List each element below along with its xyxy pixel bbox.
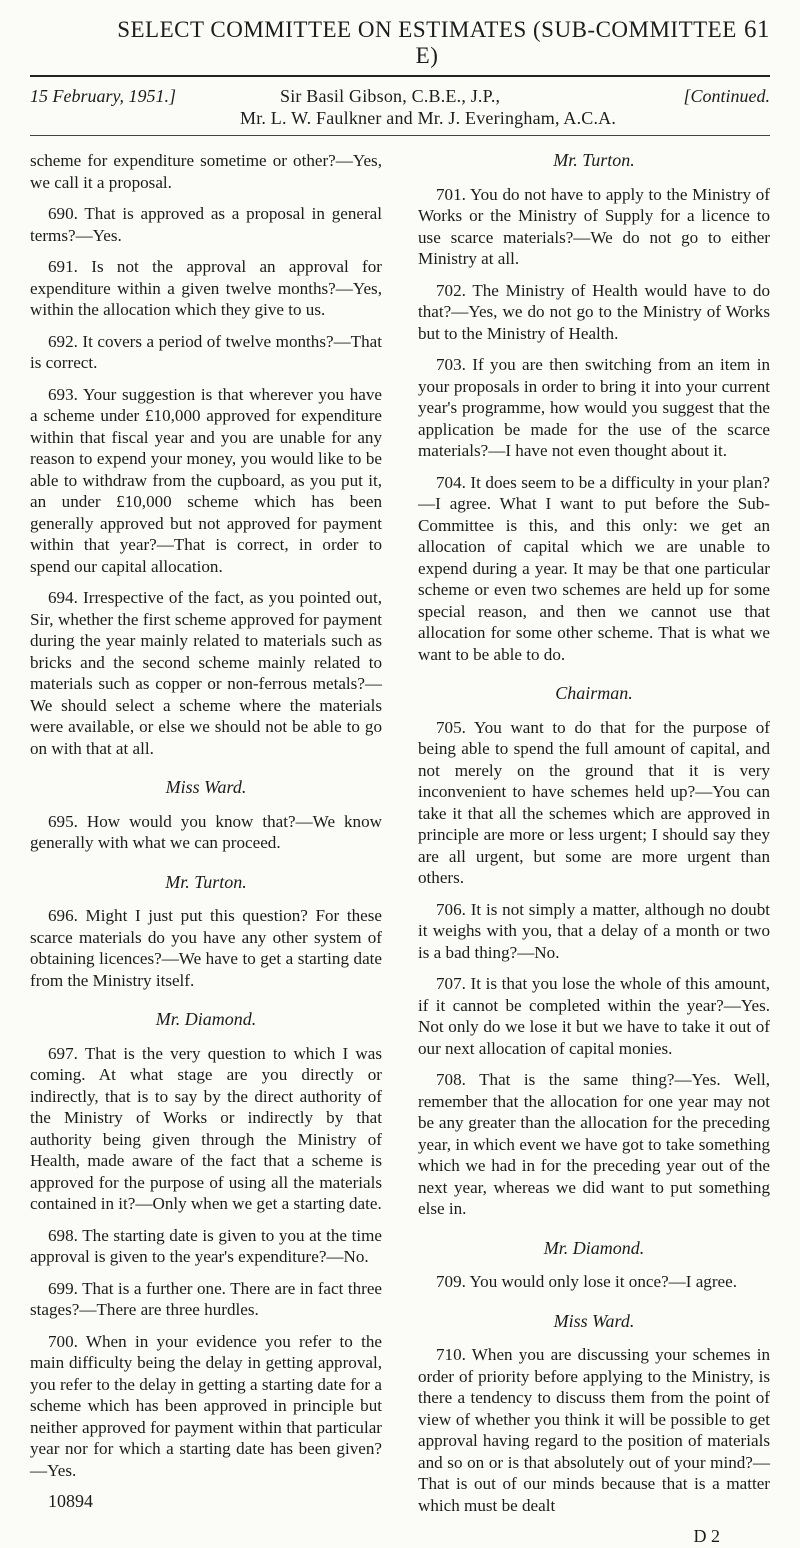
witness-line-1: Sir Basil Gibson, C.B.E., J.P., (280, 86, 501, 106)
speaker-heading: Mr. Diamond. (543, 1237, 645, 1258)
question-695: 695. How would you know that?—We know generally with what we can proceed. (30, 811, 382, 852)
speaker-heading: Miss Ward. (553, 1310, 635, 1331)
question-700: 700. When in your evidence you refer to the main difficulty being the delay in getting approval, you refer to the delay in getting a starting date for a scheme which has been approved in principle but neither approved for payment within that particular year nor for which a starting date has been given?—Yes. (30, 1331, 382, 1480)
speaker-heading: Miss Ward. (165, 777, 247, 797)
right-column (418, 150, 770, 1548)
question-699: 699. That is a further one. There are in fact three stages?—There are three hurdles. (30, 1278, 382, 1319)
question-697: 697. That is the very question to which I was coming. At what stage are you directly or indirectly, that is to say by the direct authority of the Ministry of Works or indirectly by that authority being given through the Ministry of Health, made aware of the fact that a scheme is approved for the purpose of using all the materials contained in it?—Only when we get a starting date. (30, 1043, 382, 1213)
question-702: 702. The Ministry of Health would have to do that?—Yes, we do not go to the Ministry of Works but to the Ministry of Health. (418, 280, 770, 343)
paragraph-continuation: scheme for expenditure sometime or other?—Yes, we call it a proposal. (30, 151, 382, 192)
question-703: 703. If you are then switching from an item in your proposals in order to bring it into your current year's programme, how would you suggest that the application be made for the use of the scarce materials?—I have not even thought about it. (418, 355, 770, 460)
left-column (30, 150, 382, 1548)
question-701: 701. You do not have to apply to the Ministry of Works or the Ministry of Supply for a licence to use scarce materials?—We do not go to either Ministry at all. (418, 184, 770, 268)
question-694: 694. Irrespective of the fact, as you pointed out, Sir, whether the first scheme approved for payment during the year mainly related to materials such as bricks and the second scheme mainly related to materials such as copper or non-ferrous metals?—We should select a scheme where the materials were available, or else we should not be able to go on with that at all. (30, 588, 382, 758)
witness-header (30, 85, 770, 129)
question-704: 704. It does seem to be a difficulty in your plan?—I agree. What I want to put before the Sub-Committee is this, and this only: we get an allocation of capital which we are unable to expend during a year. It may be that one particular scheme or even two schemes are held up for some special reason, and then we cannot use that allocation for some other scheme. That is what we want to be able to do. (418, 472, 770, 664)
question-706: 706. It is not simply a matter, although no doubt it weighs with you, that a delay of a month or two is a bad thing?—No. (418, 899, 770, 962)
question-691: 691. Is not the approval an approval for expenditure within a given twelve months?—Yes, within the allocation which they give to us. (30, 257, 382, 319)
meta-rule (30, 135, 770, 136)
committee-title: SELECT COMMITTEE ON ESTIMATES (SUB-COMMITTEE E) (117, 17, 737, 68)
printer-code: 10894 (48, 1491, 93, 1511)
witness-line-2: Mr. L. W. Faulkner and Mr. J. Everingham, A.C.A. (240, 108, 617, 128)
witness-names (240, 85, 650, 129)
page-number: 61 (744, 16, 770, 43)
question-708: 708. That is the same thing?—Yes. Well, remember that the allocation for one year may not be any greater than the allocation for the preceding year, in which event we have got to take something which we had in for the preceding year out of the next year, whereas we did want to put something else in. (418, 1070, 770, 1218)
speaker-heading: Mr. Diamond. (155, 1009, 257, 1029)
signature-mark: D 2 (693, 1526, 720, 1546)
question-710: 710. When you are discussing your schemes in order of priority before applying to the Ministry, is there a tendency to discuss them from the point of view of whether you think it will be possible to get approval having regard to the position of materials and so on or is that absolutely out of your mind?—That is out of our minds because that is a matter which must be dealt (418, 1345, 770, 1515)
header-rule (30, 75, 770, 77)
question-698: 698. The starting date is given to you at the time approval is given to the year's expenditure?—No. (30, 1225, 382, 1266)
question-709: 709. You would only lose it once?—I agree. (436, 1272, 737, 1291)
running-head (30, 16, 770, 69)
question-707: 707. It is that you lose the whole of this amount, if it cannot be completed within the year?—Yes. Not only do we lose it but we have to take it out of our next allocation of capital monies. (418, 974, 770, 1058)
speaker-heading: Mr. Turton. (553, 150, 635, 170)
question-693: 693. Your suggestion is that wherever you have a scheme under £10,000 approved for expenditure within that fiscal year and you are unable for any reason to expend your money, you would like to be able to withdraw from the cupboard, as you put it, an under £10,000 scheme which has been generally approved but not approved for payment within that year?—That is correct, in order to spend our capital allocation. (30, 384, 382, 576)
question-690: 690. That is approved as a proposal in general terms?—Yes. (30, 204, 382, 245)
speaker-heading: Mr. Turton. (165, 871, 247, 892)
speaker-heading: Chairman. (555, 683, 633, 703)
question-696: 696. Might I just put this question? For these scarce materials do you have any other system of obtaining licences?—We have to get a starting date from the Ministry itself. (30, 906, 382, 990)
session-date: 15 February, 1951.] (30, 86, 176, 106)
question-692: 692. It covers a period of twelve months?—That is correct. (30, 331, 382, 372)
text-columns (30, 150, 770, 1548)
question-705: 705. You want to do that for the purpose of being able to spend the full amount of capital, and not merely on the ground that it is very inconvenient to have schemes held up?—You can take it that all the schemes which are approved in principle are more or less urgent; I should say they are all urgent, but some are more urgent than others. (418, 717, 770, 887)
continued-label: [Continued. (683, 86, 770, 106)
